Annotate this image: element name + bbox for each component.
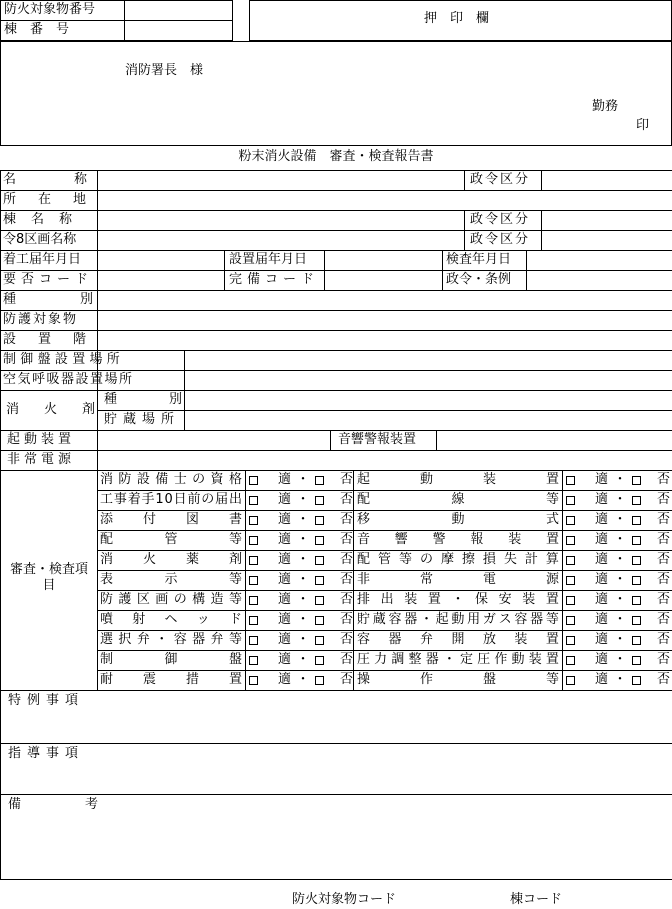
ok-label: 適	[595, 532, 609, 547]
inspection-label: 審査・検査項目	[9, 562, 88, 593]
ordinance-class-label-1: 政令区分	[470, 172, 531, 187]
ng-label: 否	[339, 472, 353, 487]
ok-option[interactable]	[249, 590, 291, 610]
separator: ・	[296, 512, 310, 527]
checkbox-icon[interactable]	[315, 636, 324, 645]
ng-option[interactable]	[315, 550, 353, 570]
ok-label: 適	[278, 672, 292, 687]
ng-option[interactable]	[632, 490, 670, 510]
ok-option[interactable]	[566, 610, 608, 630]
seal-column-label: 押 印 欄	[424, 11, 490, 26]
checkbox-icon[interactable]	[249, 676, 258, 685]
ng-label: 否	[339, 532, 353, 547]
check-group-left-2	[249, 510, 353, 530]
ng-label: 否	[339, 612, 353, 627]
report-title: 粉末消火設備 審査・検査報告書	[238, 149, 434, 164]
inspection-item-right: 音 響 警 報 装 置	[357, 532, 559, 547]
remarks-label: 備考	[8, 797, 163, 812]
ng-option[interactable]	[315, 670, 353, 690]
protected-object-label: 防護対象物	[3, 312, 79, 327]
ok-label: 適	[595, 592, 609, 607]
ok-label: 適	[595, 632, 609, 647]
setup-notice-date-label: 設置届年月日	[229, 252, 308, 267]
checkbox-icon[interactable]	[315, 536, 324, 545]
ng-label: 否	[339, 592, 353, 607]
separator: ・	[613, 492, 627, 507]
ng-option[interactable]	[632, 470, 670, 490]
ordinance8-label: 令8区画名称	[3, 232, 77, 247]
ng-label: 否	[339, 572, 353, 587]
guidance-items-label: 指導事項	[8, 746, 85, 761]
separator: ・	[296, 532, 310, 547]
ng-label: 否	[656, 472, 670, 487]
ng-label: 否	[339, 652, 353, 667]
inspection-item-right: 非 常 電 源	[357, 572, 559, 587]
check-group-left-7	[249, 610, 353, 630]
inspection-item-right: 移 動 式	[357, 512, 559, 527]
check-group-right-10	[566, 670, 670, 690]
checkbox-icon[interactable]	[566, 496, 575, 505]
ok-option[interactable]	[566, 510, 608, 530]
ng-option[interactable]	[315, 570, 353, 590]
ng-option[interactable]	[632, 610, 670, 630]
check-group-right-0	[566, 470, 670, 490]
chief-label: 消防署長 様	[125, 63, 204, 78]
ok-label: 適	[595, 552, 609, 567]
checkbox-icon[interactable]	[632, 576, 641, 585]
ok-label: 適	[278, 612, 292, 627]
ok-option[interactable]	[566, 570, 608, 590]
ordinance8-input[interactable]	[98, 231, 463, 249]
guidance-items-input[interactable]	[1, 765, 671, 793]
checkbox-icon[interactable]	[632, 596, 641, 605]
check-group-left-0	[249, 470, 353, 490]
ok-label: 適	[595, 652, 609, 667]
ok-label: 適	[595, 472, 609, 487]
ng-option[interactable]	[315, 590, 353, 610]
inspection-item-right: 貯 蔵 容 器 ・ 起 動 用 ガ ス 容 器 等	[357, 612, 559, 627]
checkbox-icon[interactable]	[249, 556, 258, 565]
ok-label: 適	[278, 652, 292, 667]
checkbox-icon[interactable]	[249, 536, 258, 545]
start-notice-date-label: 着工届年月日	[3, 252, 82, 267]
checkbox-icon[interactable]	[566, 636, 575, 645]
storage-place-label: 貯蔵場所	[104, 412, 181, 427]
ok-option[interactable]	[249, 570, 291, 590]
inspection-item-left: 消 防 設 備 士 の 資 格	[100, 472, 242, 487]
checkbox-icon[interactable]	[249, 576, 258, 585]
inspection-item-left: 制 御 盤	[100, 652, 242, 667]
inspection-item-left: 消 火 薬 剤	[100, 552, 242, 567]
ok-label: 適	[595, 512, 609, 527]
separator: ・	[613, 632, 627, 647]
ok-option[interactable]	[249, 550, 291, 570]
check-group-right-8	[566, 630, 670, 650]
ok-label: 適	[278, 512, 292, 527]
ok-label: 適	[278, 552, 292, 567]
check-group-right-1	[566, 490, 670, 510]
inspection-item-left: 防 護 区 画 の 構 造 等	[100, 592, 242, 607]
checkbox-icon[interactable]	[566, 576, 575, 585]
inspection-item-left: 選 択 弁 ・ 容 器 弁 等	[100, 632, 242, 647]
ng-option[interactable]	[632, 590, 670, 610]
inspection-item-left: 添 付 図 書	[100, 512, 242, 527]
separator: ・	[613, 472, 627, 487]
checkbox-icon[interactable]	[566, 616, 575, 625]
inspection-item-right: 起 動 装 置	[357, 472, 559, 487]
inspection-item-right: 配 線 等	[357, 492, 559, 507]
inspection-item-right: 排 出 装 置 ・ 保 安 装 置	[357, 592, 559, 607]
ok-option[interactable]	[566, 530, 608, 550]
checkbox-icon[interactable]	[566, 676, 575, 685]
ng-option[interactable]	[315, 470, 353, 490]
checkbox-icon[interactable]	[315, 516, 324, 525]
check-group-left-6	[249, 590, 353, 610]
ng-label: 否	[656, 612, 670, 627]
checkbox-icon[interactable]	[566, 476, 575, 485]
building-number-label: 棟 番 号	[4, 22, 70, 37]
addressee-box	[0, 41, 672, 146]
separator: ・	[613, 532, 627, 547]
inspection-item-left: 工 事 着 手 1 0 日 前 の 届 出	[100, 492, 242, 507]
ok-option[interactable]	[249, 610, 291, 630]
checkbox-icon[interactable]	[566, 596, 575, 605]
target-number-input[interactable]	[125, 1, 231, 19]
install-floor-label: 設置階	[3, 332, 109, 347]
check-group-right-7	[566, 610, 670, 630]
check-group-left-4	[249, 550, 353, 570]
inspection-item-left: 表 示 等	[100, 572, 242, 587]
seal-label: 印	[636, 118, 650, 133]
target-number-label: 防火対象物番号	[4, 2, 96, 17]
kind-label: 種別	[3, 292, 158, 307]
inspection-item-right: 操 作 盤 等	[357, 672, 559, 687]
separator: ・	[296, 552, 310, 567]
separator: ・	[613, 572, 627, 587]
ok-label: 適	[595, 612, 609, 627]
completion-code-label: 完備コード	[229, 272, 320, 287]
checkbox-icon[interactable]	[315, 676, 324, 685]
duty-label: 勤務	[592, 99, 619, 114]
separator: ・	[613, 672, 627, 687]
building-code-label: 棟コード	[510, 892, 563, 907]
checkbox-icon[interactable]	[249, 496, 258, 505]
building-number-input[interactable]	[125, 21, 231, 39]
ng-label: 否	[656, 552, 670, 567]
checkbox-icon[interactable]	[632, 476, 641, 485]
breathing-apparatus-place-label: 空気呼吸器設置場所	[3, 372, 134, 387]
ng-option[interactable]	[315, 490, 353, 510]
check-group-left-8	[249, 630, 353, 650]
ordinance-class-label-3: 政令区分	[470, 232, 531, 247]
inspection-item-left: 噴 射 ヘ ッ ド	[100, 612, 242, 627]
checkbox-icon[interactable]	[632, 556, 641, 565]
ng-label: 否	[339, 512, 353, 527]
ng-label: 否	[656, 652, 670, 667]
ng-option[interactable]	[632, 530, 670, 550]
ok-option[interactable]	[249, 630, 291, 650]
checkbox-icon[interactable]	[249, 596, 258, 605]
checkbox-icon[interactable]	[632, 676, 641, 685]
checkbox-icon[interactable]	[315, 476, 324, 485]
building-name-label: 棟名称	[3, 212, 88, 227]
separator: ・	[296, 592, 310, 607]
checkbox-icon[interactable]	[632, 516, 641, 525]
ng-label: 否	[656, 632, 670, 647]
checkbox-icon[interactable]	[249, 516, 258, 525]
ng-option[interactable]	[315, 650, 353, 670]
location-input[interactable]	[98, 191, 671, 209]
check-group-left-9	[249, 650, 353, 670]
check-group-left-10	[249, 670, 353, 690]
ng-label: 否	[656, 532, 670, 547]
inspection-item-right: 圧 力 調 整 器 ・ 定 圧 作 動 装 置	[357, 652, 559, 667]
check-group-left-1	[249, 490, 353, 510]
ng-option[interactable]	[632, 670, 670, 690]
checkbox-icon[interactable]	[315, 556, 324, 565]
separator: ・	[296, 672, 310, 687]
ok-option[interactable]	[249, 490, 291, 510]
location-label: 所在地	[3, 192, 109, 207]
ok-option[interactable]	[249, 650, 291, 670]
ng-label: 否	[656, 572, 670, 587]
checkbox-icon[interactable]	[315, 616, 324, 625]
ok-option[interactable]	[249, 510, 291, 530]
checkbox-icon[interactable]	[249, 616, 258, 625]
ok-option[interactable]	[566, 590, 608, 610]
checkbox-icon[interactable]	[315, 596, 324, 605]
building-name-input[interactable]	[98, 211, 463, 229]
ok-label: 適	[278, 472, 292, 487]
separator: ・	[296, 632, 310, 647]
check-group-left-5	[249, 570, 353, 590]
ng-option[interactable]	[632, 510, 670, 530]
ok-option[interactable]	[566, 630, 608, 650]
ok-label: 適	[278, 532, 292, 547]
inspection-item-right: 容 器 弁 開 放 装 置	[357, 632, 559, 647]
ok-label: 適	[278, 592, 292, 607]
separator: ・	[613, 612, 627, 627]
inspection-date-label: 検査年月日	[446, 252, 512, 267]
ok-option[interactable]	[566, 670, 608, 690]
ok-option[interactable]	[566, 470, 608, 490]
checkbox-icon[interactable]	[566, 536, 575, 545]
separator: ・	[613, 652, 627, 667]
separator: ・	[296, 492, 310, 507]
checkbox-icon[interactable]	[315, 576, 324, 585]
separator: ・	[296, 572, 310, 587]
separator: ・	[613, 512, 627, 527]
checkbox-icon[interactable]	[249, 656, 258, 665]
checkbox-icon[interactable]	[632, 656, 641, 665]
remarks-input[interactable]	[1, 816, 671, 878]
ng-label: 否	[339, 492, 353, 507]
ok-option[interactable]	[249, 470, 291, 490]
target-code-label: 防火対象物コード	[292, 892, 397, 907]
ok-option[interactable]	[566, 490, 608, 510]
check-group-right-5	[566, 570, 670, 590]
ordinance-class-label-2: 政令区分	[470, 212, 531, 227]
checkbox-icon[interactable]	[566, 656, 575, 665]
ok-label: 適	[595, 492, 609, 507]
check-group-left-3	[249, 530, 353, 550]
special-items-label: 特例事項	[8, 693, 85, 708]
inspection-item-left: 配 管 等	[100, 532, 242, 547]
ng-option[interactable]	[315, 630, 353, 650]
check-group-right-9	[566, 650, 670, 670]
ng-option[interactable]	[632, 570, 670, 590]
check-group-right-2	[566, 510, 670, 530]
ordinance-regulation-label: 政令・条例	[446, 272, 512, 287]
starter-label: 起動装置	[7, 432, 76, 447]
checkbox-icon[interactable]	[632, 616, 641, 625]
ng-label: 否	[656, 592, 670, 607]
emergency-power-label: 非常電源	[7, 452, 76, 467]
separator: ・	[296, 612, 310, 627]
ng-label: 否	[339, 672, 353, 687]
checkbox-icon[interactable]	[632, 636, 641, 645]
checkbox-icon[interactable]	[315, 656, 324, 665]
checkbox-icon[interactable]	[315, 496, 324, 505]
ng-label: 否	[656, 672, 670, 687]
ng-label: 否	[656, 492, 670, 507]
checkbox-icon[interactable]	[249, 636, 258, 645]
ng-option[interactable]	[315, 530, 353, 550]
check-group-right-4	[566, 550, 670, 570]
ng-option[interactable]	[632, 630, 670, 650]
ok-option[interactable]	[566, 550, 608, 570]
check-group-right-3	[566, 530, 670, 550]
checkbox-icon[interactable]	[566, 556, 575, 565]
ng-option[interactable]	[632, 550, 670, 570]
checkbox-icon[interactable]	[632, 496, 641, 505]
ok-label: 適	[595, 572, 609, 587]
ng-label: 否	[339, 632, 353, 647]
ok-option[interactable]	[249, 670, 291, 690]
inspection-item-right: 配 管 等 の 摩 擦 損 失 計 算	[357, 552, 559, 567]
alarm-device-label: 音響警報装置	[338, 432, 417, 447]
ng-option[interactable]	[315, 510, 353, 530]
ok-option[interactable]	[249, 530, 291, 550]
ng-option[interactable]	[315, 610, 353, 630]
separator: ・	[296, 472, 310, 487]
necessity-code-label: 要否コード	[3, 272, 94, 287]
ok-label: 適	[278, 632, 292, 647]
ng-label: 否	[339, 552, 353, 567]
name-label: 名称	[3, 172, 146, 187]
ok-label: 適	[595, 672, 609, 687]
ok-label: 適	[278, 492, 292, 507]
control-panel-place-label: 制御盤設置場所	[3, 352, 125, 367]
ng-label: 否	[656, 512, 670, 527]
ok-option[interactable]	[566, 650, 608, 670]
inspection-item-left: 耐 震 措 置	[100, 672, 242, 687]
ok-label: 適	[278, 572, 292, 587]
separator: ・	[613, 592, 627, 607]
name-input[interactable]	[98, 171, 463, 189]
special-items-input[interactable]	[1, 712, 671, 742]
separator: ・	[613, 552, 627, 567]
checkbox-icon[interactable]	[632, 536, 641, 545]
checkbox-icon[interactable]	[566, 516, 575, 525]
extinguishing-agent-label: 消火剤	[6, 402, 121, 417]
check-group-right-6	[566, 590, 670, 610]
ng-option[interactable]	[632, 650, 670, 670]
separator: ・	[296, 652, 310, 667]
checkbox-icon[interactable]	[249, 476, 258, 485]
agent-kind-label: 種別	[104, 392, 235, 407]
